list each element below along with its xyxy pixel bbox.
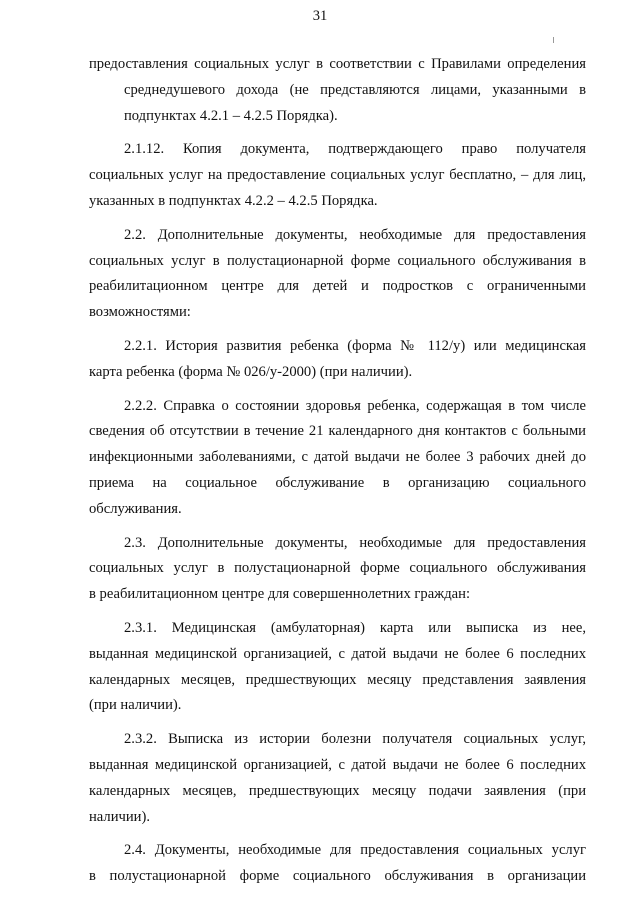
paragraph — [89, 394, 586, 523]
text-line: выданная медицинской организацией, с датой выдачи не более 6 последних — [89, 756, 586, 773]
text-line: в полустационарной форме социального обслуживания в организации — [89, 868, 586, 885]
page-number: 31 — [312, 8, 328, 24]
text-line: календарных месяцев, предшествующих месяцу представления заявления — [89, 671, 586, 688]
text-line: в реабилитационном центре для совершеннолетних граждан: — [89, 586, 471, 603]
text-line: инфекционными заболеваниями, с датой выдачи не более 3 рабочих дней до — [89, 449, 586, 466]
text-line: календарных месяцев, предшествующих месяцу подачи заявления (при — [89, 782, 586, 799]
paragraph — [89, 531, 586, 608]
text-line: указанных в подпунктах 4.2.2 – 4.2.5 Порядка. — [89, 192, 378, 209]
text-line: карта ребенка (форма № 026/у-2000) (при наличии). — [89, 363, 413, 380]
text-line: социальных услуг в полустационарной форме социального обслуживания в — [89, 252, 586, 269]
paragraph — [89, 223, 586, 326]
text-line: обслуживания. — [89, 500, 182, 517]
text-line: 2.2.2. Справка о состоянии здоровья ребенка, содержащая в том числе — [124, 397, 586, 414]
text-line: (при наличии). — [89, 697, 182, 714]
paragraph — [89, 334, 586, 386]
text-line: приема на социальное обслуживание в организацию социального — [89, 474, 586, 491]
paragraph — [89, 838, 586, 890]
text-line: выданная медицинской организацией, с датой выдачи не более 6 последних — [89, 645, 586, 662]
text-line: социальных услуг в полустационарной форме социального обслуживания — [89, 560, 586, 577]
text-line: среднедушевого дохода (не представляются лицами, указанными в — [124, 81, 586, 98]
text-line: 2.3. Дополнительные документы, необходимые для предоставления — [124, 534, 586, 551]
text-line: предоставления социальных услуг в соответствии с Правилами определения — [89, 56, 586, 72]
text-line: сведения об отсутствии в течение 21 календарного дня контактов с больными — [89, 423, 586, 440]
text-line: наличии). — [89, 808, 150, 825]
text-line: 2.3.2. Выписка из истории болезни получателя социальных услуг, — [124, 731, 586, 748]
text-line: реабилитационном центре для детей и подростков с ограниченными — [89, 278, 586, 295]
text-line: 2.2.1. История развития ребенка (форма № 112/у) или медицинская — [124, 337, 586, 354]
text-line: социальных услуг на предоставление социальных услуг бесплатно, – для лиц, — [89, 167, 586, 184]
text-line: 2.3.1. Медицинская (амбулаторная) карта или выписка из нее, — [124, 619, 586, 636]
paragraph — [89, 727, 586, 830]
text-line: 2.1.12. Копия документа, подтверждающего право получателя — [124, 141, 586, 158]
text-line: возможностями: — [89, 304, 191, 321]
document-body — [89, 52, 586, 890]
paragraph — [89, 52, 586, 129]
text-line: 2.4. Документы, необходимые для предоставления социальных услуг — [124, 842, 586, 859]
paragraph — [89, 616, 586, 719]
scan-speck — [553, 37, 554, 43]
text-line: подпунктах 4.2.1 – 4.2.5 Порядка). — [124, 107, 338, 124]
text-line: 2.2. Дополнительные документы, необходимые для предоставления — [124, 226, 586, 243]
paragraph — [89, 137, 586, 214]
